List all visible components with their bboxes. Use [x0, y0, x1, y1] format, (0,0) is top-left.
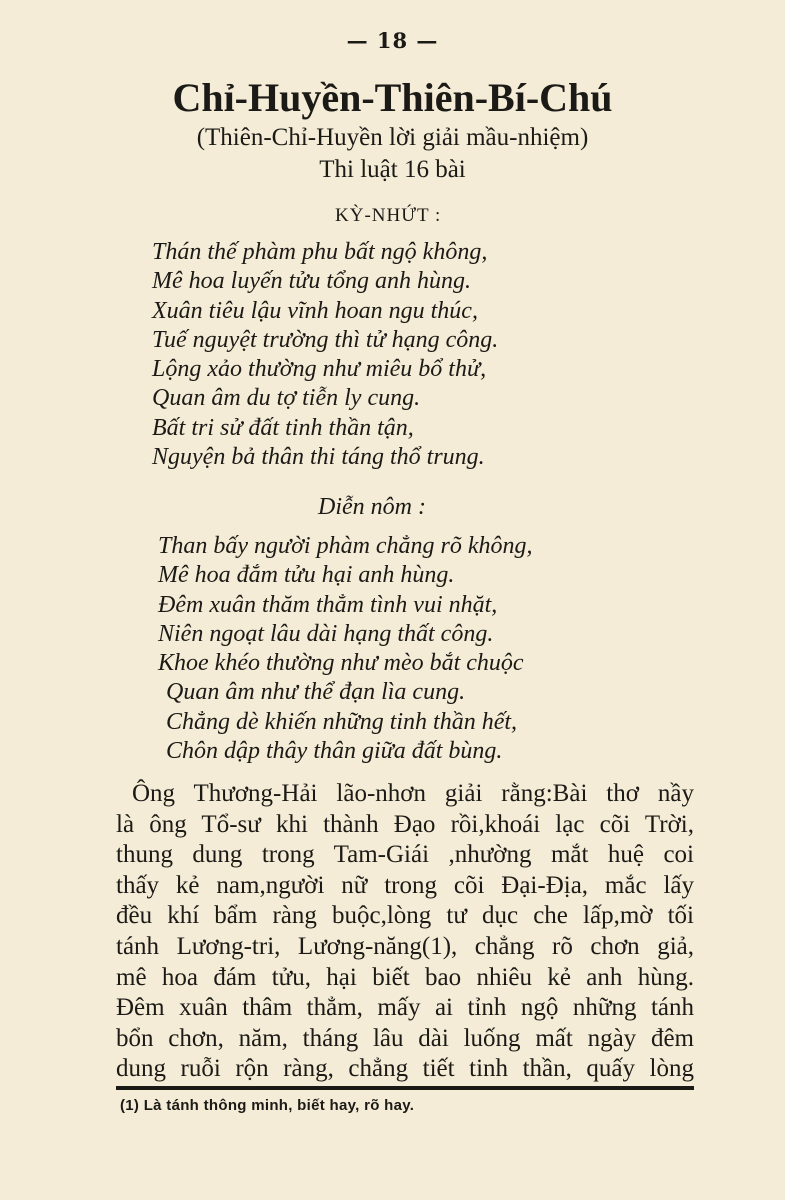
subtitle: (Thiên-Chỉ-Huyền lời giải mầu-nhiệm) [196, 124, 589, 151]
section-heading: KỲ-NHỨT : [335, 205, 442, 226]
poem-line: Niên ngoạt lâu dài hạng thất công. [158, 620, 494, 647]
commentary-line: thung dung trong Tam-Giái ,nhường mắt huệ coi [116, 841, 694, 869]
poem-line: Chẳng dè khiến những tinh thần hết, [166, 708, 518, 735]
poem-form-note: Thi luật 16 bài [319, 156, 466, 183]
poem-line: Khoe khéo thường như mèo bắt chuộc [158, 650, 524, 677]
poem-line: Quan âm du tợ tiễn ly cung. [152, 385, 421, 412]
poem-line: Bất tri sử đất tinh thần tận, [152, 414, 414, 441]
footnote-divider [116, 1086, 694, 1090]
commentary-line: đều khí bẩm ràng buộc,lòng tư dục che lấp,mờ tối [116, 902, 694, 930]
poem-line: Mê hoa luyến tửu tổng anh hùng. [152, 268, 472, 295]
poem-line: Thán thế phàm phu bất ngộ không, [152, 239, 488, 265]
commentary-line: Ông Thương-Hải lão-nhơn giải rằng:Bài thơ nầy [132, 780, 694, 807]
poem-line: Than bấy người phàm chẳng rõ không, [158, 533, 533, 559]
page-number: — 18 — [346, 28, 439, 53]
page-title: Chỉ-Huyền-Thiên-Bí-Chú [172, 75, 613, 120]
commentary-line: tánh Lương-tri, Lương-năng(1), chẳng rõ chơn giả, [116, 932, 694, 960]
poem-line: Tuế nguyệt trường thì tử hạng công. [152, 326, 499, 353]
poem-line: Đêm xuân thăm thẳm tình vui nhặt, [158, 591, 498, 618]
translated-poem [158, 532, 533, 766]
poem-line: Chôn dập thây thân giữa đất bùng. [166, 738, 503, 765]
commentary-line: mê hoa đám tửu, hại biết bao nhiêu kẻ anh hùng. [116, 963, 694, 991]
poem-line: Lộng xảo thường như miêu bổ thử, [152, 356, 487, 383]
commentary [116, 779, 694, 1085]
poem-line: Quan âm như thể đạn lìa cung. [166, 679, 466, 706]
original-poem [152, 238, 498, 472]
commentary-line: bổn chơn, năm, tháng lâu dài luống mất ngày đêm [116, 1024, 694, 1052]
footnote: (1) Là tánh thông minh, biết hay, rõ hay. [120, 1097, 415, 1114]
poem-line: Mê hoa đắm tửu hại anh hùng. [158, 562, 455, 589]
commentary-line: dung ruỗi rộn ràng, chẳng tiết tinh thần, quấy lòng [116, 1055, 694, 1083]
commentary-line: thấy kẻ nam,người nữ trong cõi Đại-Địa, mắc lấy [116, 871, 694, 899]
commentary-line: là ông Tổ-sư khi thành Đạo rồi,khoái lạc cõi Trời, [116, 810, 694, 838]
poem-line: Nguyện bả thân thi táng thổ trung. [152, 444, 485, 471]
translation-heading: Diễn nôm : [318, 494, 426, 520]
commentary-line: Đêm xuân thâm thẳm, mấy ai tỉnh ngộ những tánh [116, 994, 694, 1022]
poem-line: Xuân tiêu lậu vĩnh hoan ngu thúc, [152, 297, 478, 324]
